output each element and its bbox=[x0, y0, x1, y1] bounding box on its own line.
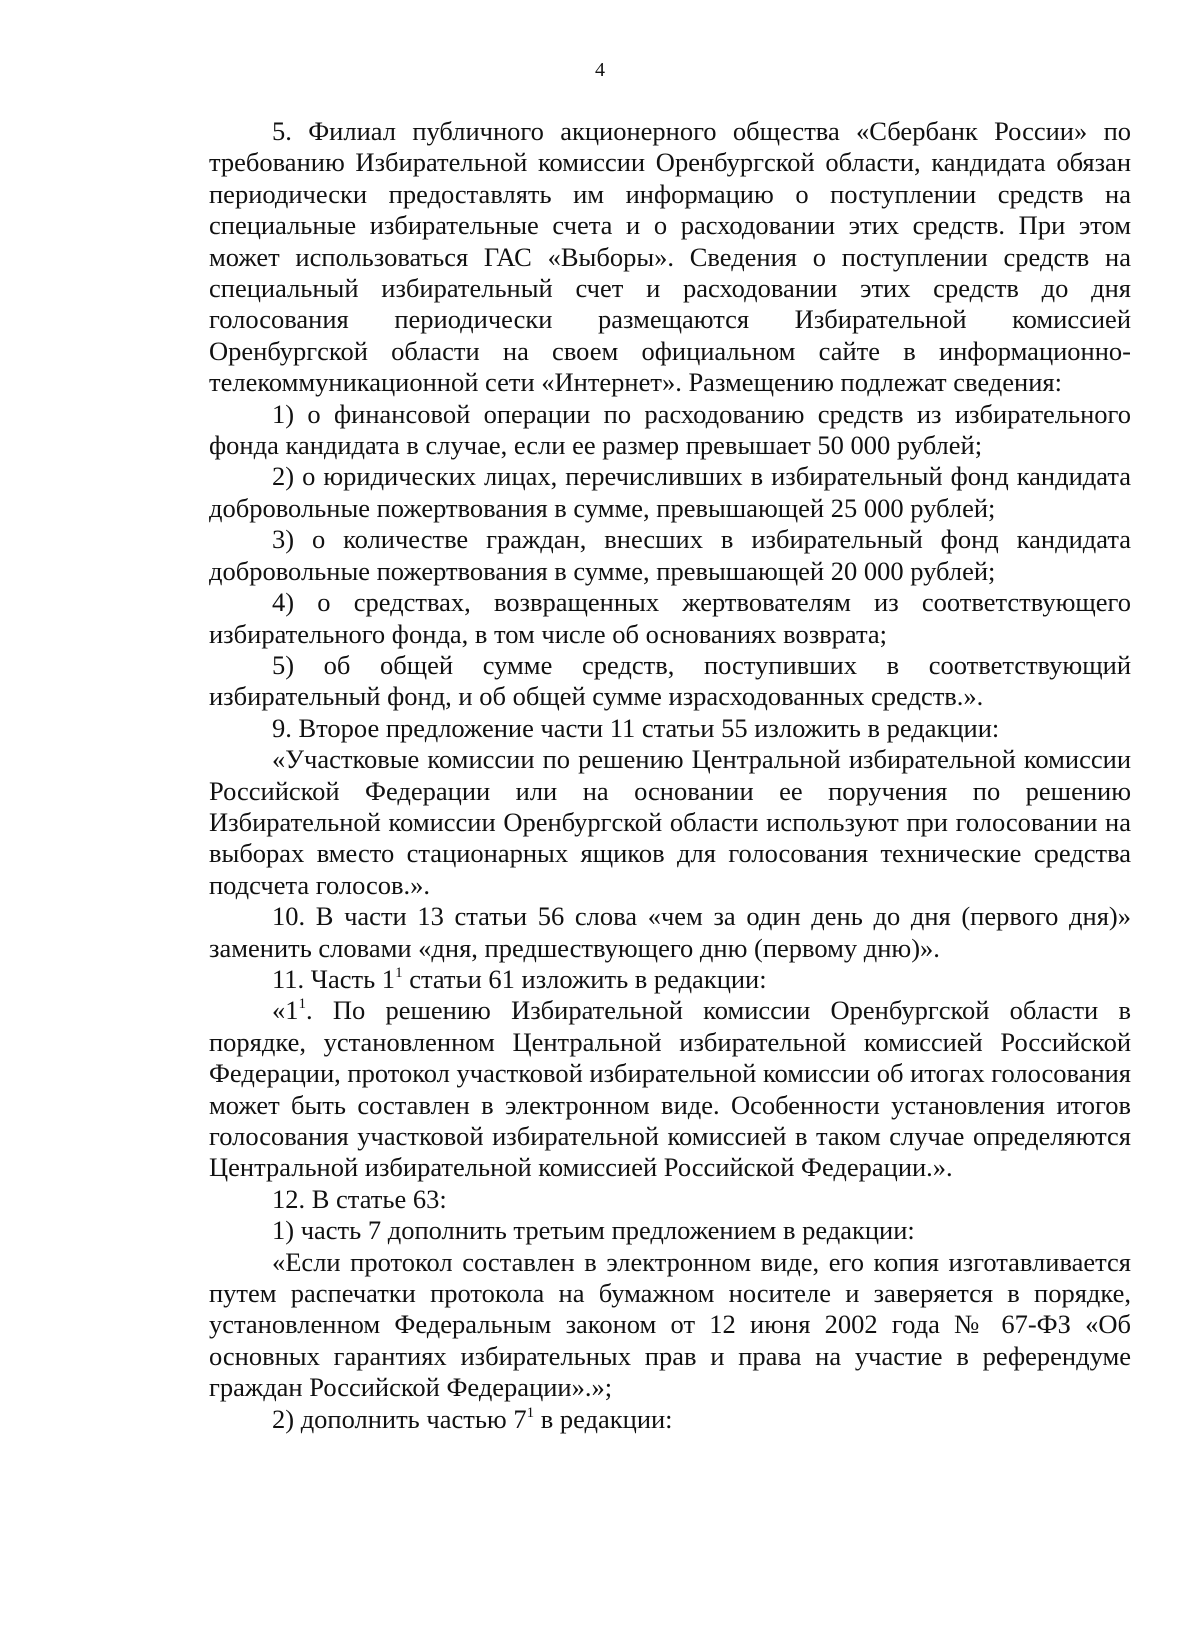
list-item-4: 4) о средствах, возвращенных жертвователям из соответствующего избирательного фонда, в том числе об основаниях возврата; bbox=[209, 587, 1131, 649]
page-number: 4 bbox=[595, 59, 605, 81]
paragraph-12-item-2: 2) дополнить частью $7^1$ в редакции: bbox=[272, 1403, 673, 1434]
paragraph-10: 10. В части 13 статьи 56 слова «чем за один день до дня (первого дня)» заменить словами «дня, предшествующего дню (первому дню)». bbox=[209, 901, 1131, 963]
paragraph-9-quote: «Участковые комиссии по решению Центральной избирательной комиссии Российской Федерации или на основании ее поручения по решению Избирательной комиссии Оренбургской области используют при голосовании на выборах вместо стационарных ящиков для голосования технические средства подсчета голосов.». bbox=[209, 744, 1131, 900]
list-item-1: 1) о финансовой операции по расходованию средств из избирательного фонда кандидата в случае, если ее размер превышает 50 000 рублей; bbox=[209, 398, 1131, 461]
list-item-2: 2) о юридических лицах, перечисливших в избирательный фонд кандидата добровольные пожертвования в сумме, превышающей 25 000 рублей; bbox=[209, 461, 1131, 523]
document-body bbox=[209, 116, 1131, 1435]
paragraph-12-item-1: 1) часть 7 дополнить третьим предложением в редакции: bbox=[272, 1215, 915, 1246]
paragraph-9: 9. Второе предложение части 11 статьи 55 изложить в редакции: bbox=[272, 712, 1000, 743]
paragraph-12: 12. В статье 63: bbox=[272, 1183, 447, 1214]
paragraph-12-quote: «Если протокол составлен в электронном виде, его копия изготавливается путем распечатки протокола на бумажном носителе и заверяется в порядке, установленном Федеральным законом от 12 июня 2002 года № 67-ФЗ «Об основных гарантиях избирательных прав и права на участие в референдуме граждан Российской Федерации».»; bbox=[209, 1246, 1131, 1403]
list-item-3: 3) о количестве граждан, внесших в избирательный фонд кандидата добровольные пожертвования в сумме, превышающей 20 000 рублей; bbox=[209, 524, 1131, 586]
paragraph-5-sberbank: 5. Филиал публичного акционерного общества «Сбербанк России» по требованию Избирательной комиссии Оренбургской области, кандидата обязан периодически предоставлять им информацию о поступлении средств на специальные избирательные счета и о расходовании этих средств. При этом может использоваться ГАС «Выборы». Сведения о поступлении средств на специальный избирательный счет и расходовании этих средств до дня голосования периодически размещаются Избирательной комиссией Оренбургской области на своем официальном сайте в информационно-телекоммуникационной сети «Интернет». Размещению подлежат сведения: bbox=[209, 116, 1131, 398]
paragraph-11: 11. Часть $1^1$ статьи 61 изложить в редакции: bbox=[272, 963, 767, 994]
list-item-5: 5) об общей сумме средств, поступивших в соответствующий избирательный фонд, и об общей сумме израсходованных средств.». bbox=[209, 649, 1131, 712]
paragraph-11-quote: «$1^1$. По решению Избирательной комиссии Оренбургской области в порядке, установленном Центральной избирательной комиссией Российской Федерации, протокол участковой избирательной комиссии об итогах голосования может быть составлен в электронном виде. Особенности установления итогов голосования участковой избирательной комиссией в таком случае определяются Центральной избирательной комиссией Российской Федерации.». bbox=[209, 995, 1131, 1183]
